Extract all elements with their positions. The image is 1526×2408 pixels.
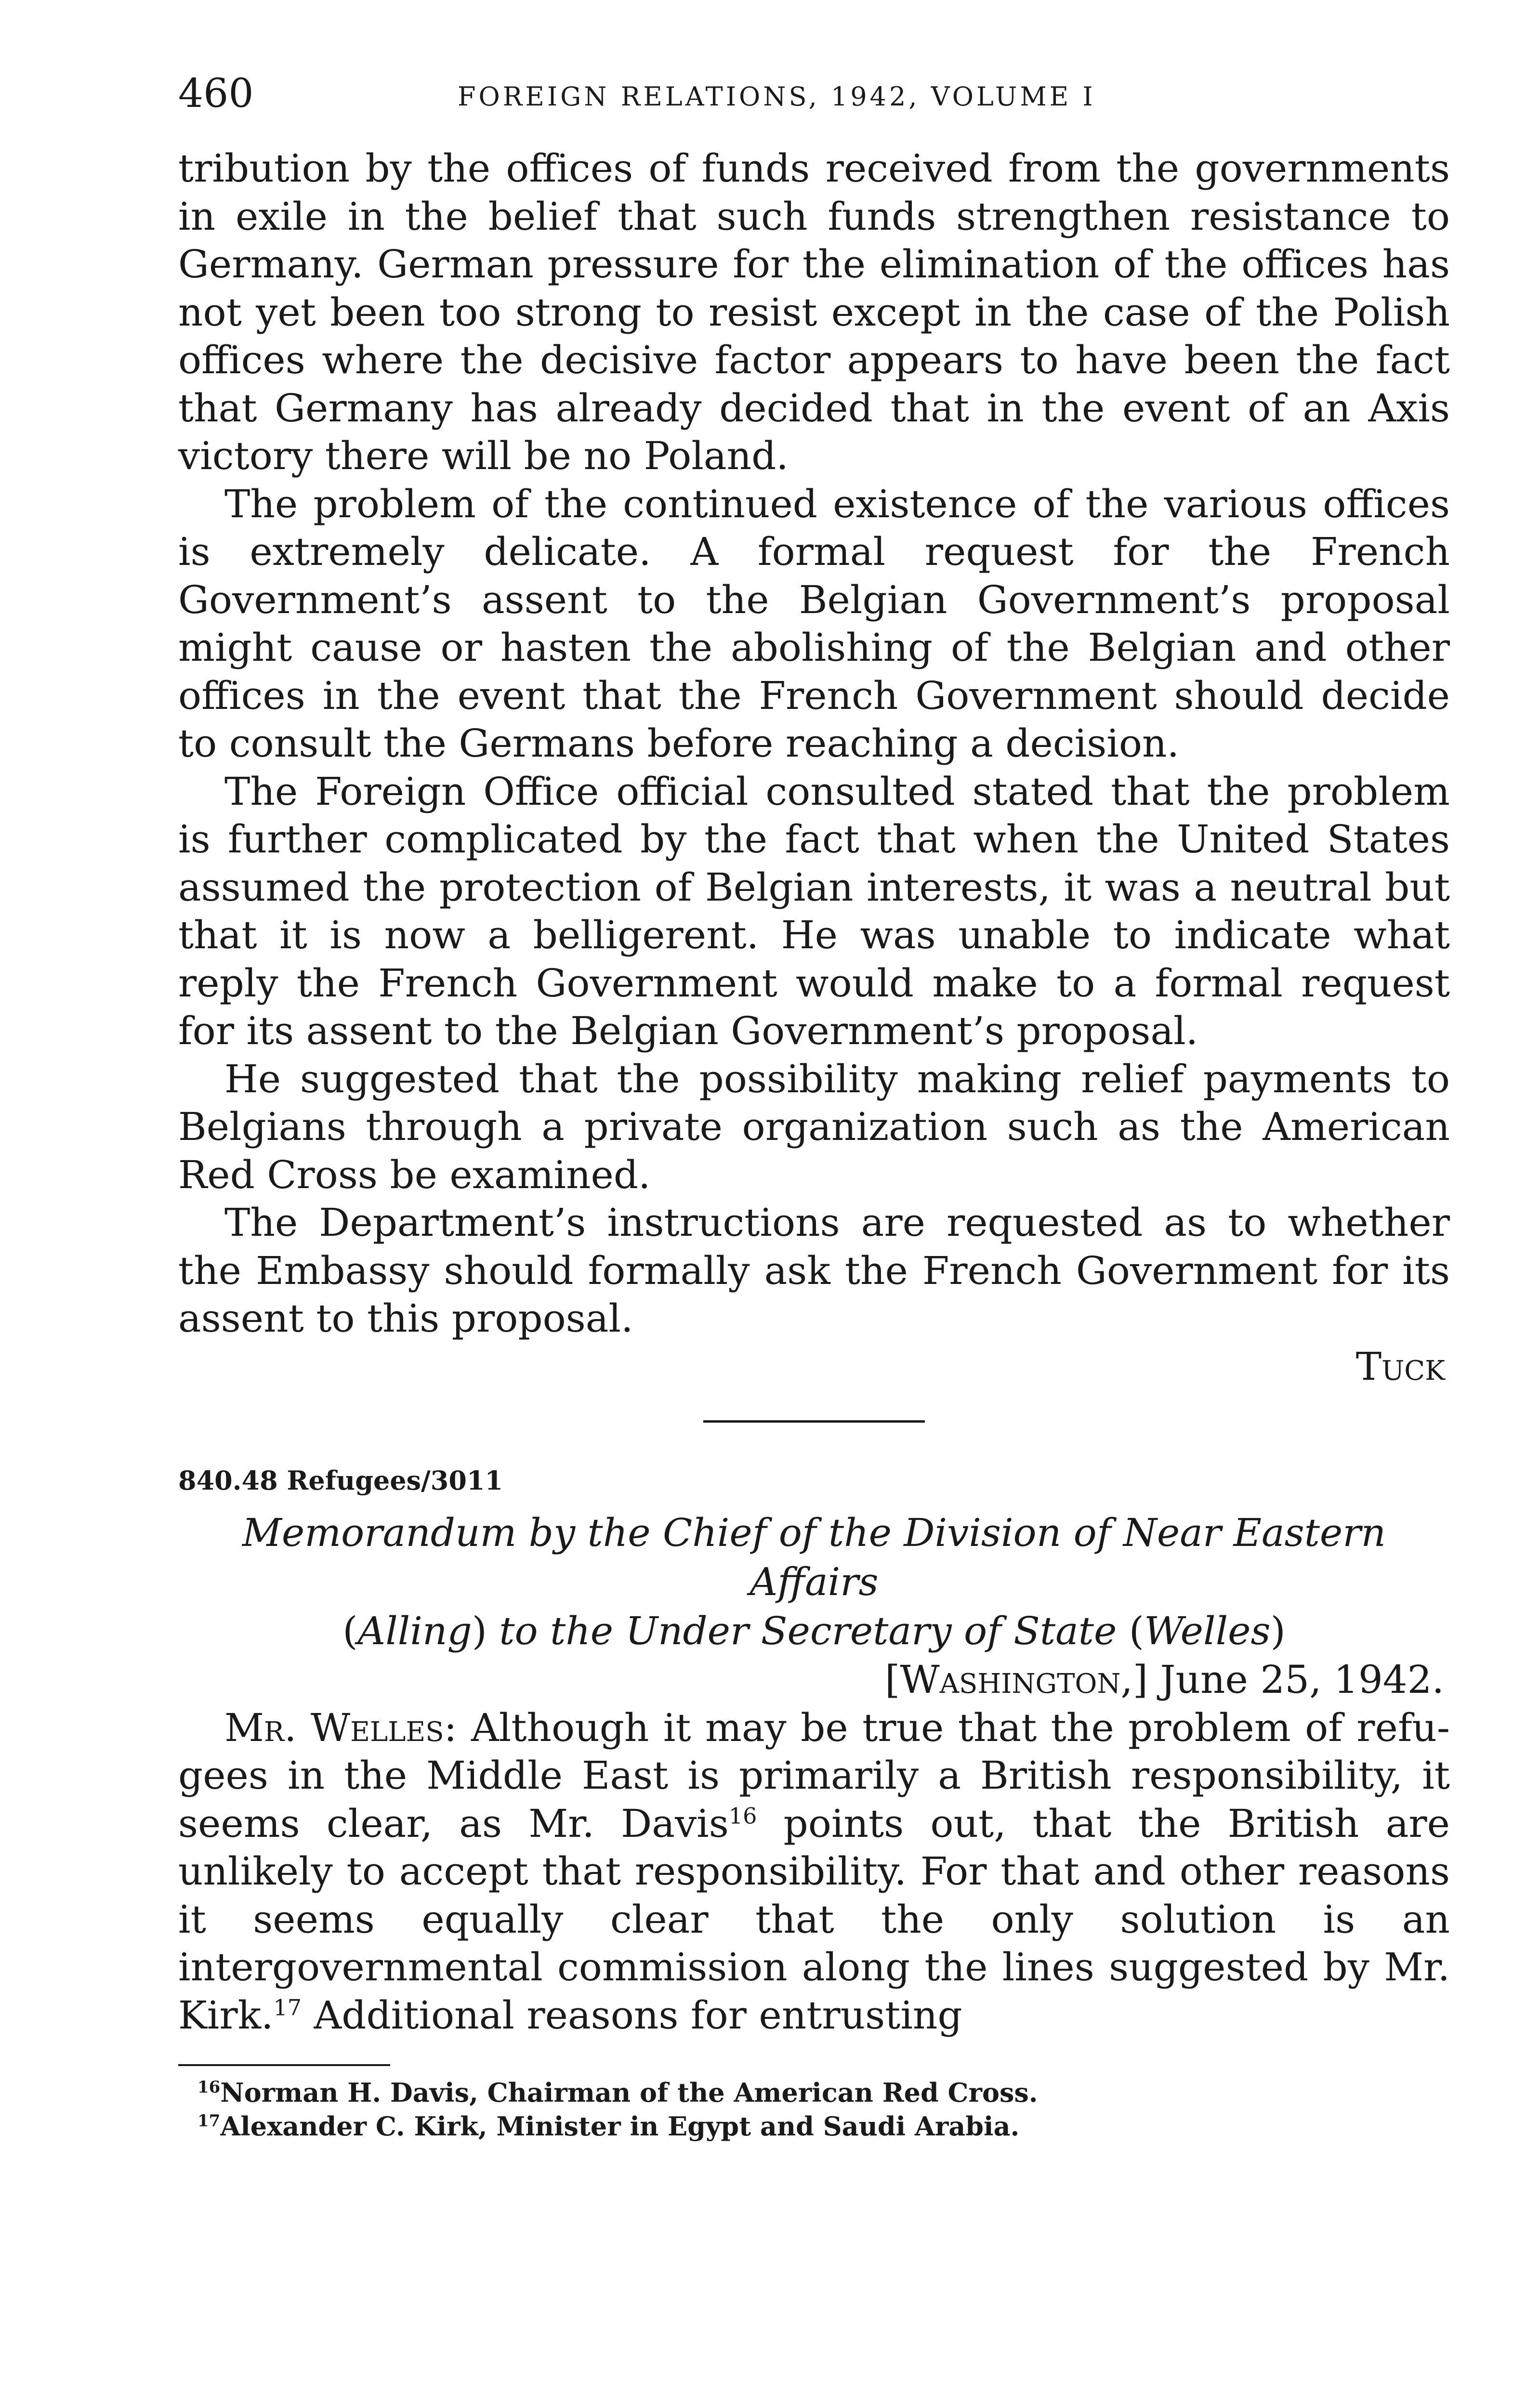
paren: ( bbox=[342, 1609, 358, 1653]
footnote-text: Alexander C. Kirk, Minister in Egypt and Saudi Arabia. bbox=[220, 2111, 1020, 2142]
salutation-colon: : bbox=[444, 1705, 471, 1750]
dateline-date: ,] June 25, 1942. bbox=[1120, 1657, 1444, 1702]
paragraph-text: Although it may be true that the problem of refugees in the Middle East is primarily a British responsibility, it seems clear, as Mr. Davis bbox=[178, 1705, 1450, 1846]
footnote-mark: 16 bbox=[197, 2078, 221, 2097]
footnote-text: Norman H. Davis, Chairman of the American Red Cross. bbox=[220, 2077, 1038, 2108]
author-name: Alling bbox=[357, 1609, 472, 1653]
salutation: Mr. Welles bbox=[224, 1705, 444, 1750]
memo-title bbox=[178, 1508, 1450, 1656]
memo-title-line1: Memorandum by the Chief of the Division of Near Eastern Affairs bbox=[242, 1510, 1386, 1604]
dateline-place: Washington bbox=[900, 1657, 1121, 1702]
body-text bbox=[178, 144, 1450, 2143]
paragraph: tribution by the offices of funds received from the governments in exile in the belief that such funds strengthen resistance to Germany. German pressure for the elimination of the offices has not yet been too strong to resist except in the case of the Polish offices where the decisive factor appears to have been the fact that Germany has already decided that in the event of an Axis victory there will be no Poland. bbox=[178, 146, 1450, 478]
dateline-bracket: [ bbox=[885, 1657, 900, 1702]
memo-title-line2 bbox=[178, 1607, 1450, 1656]
paragraph: The Foreign Office official consulted stated that the problem is further complicated by the fact that when the United States assumed the protection of Belgian interests, it was a neutral but that it is now a belligerent. He was unable to indicate what reply the French Government would make to a formal request for its assent to the Belgian Government’s proposal. bbox=[178, 769, 1450, 1053]
recipient-name: Welles bbox=[1144, 1609, 1271, 1653]
footnote-ref: 16 bbox=[728, 1802, 757, 1829]
footnote-rule bbox=[178, 2064, 390, 2066]
document-number: 840.48 Refugees/3011 bbox=[178, 1465, 503, 1496]
footnote bbox=[178, 2076, 1450, 2109]
section-divider bbox=[703, 1420, 925, 1423]
signature: Tuck bbox=[1355, 1344, 1445, 1389]
memo-title-recipient: to the Under Secretary of State bbox=[487, 1609, 1129, 1653]
running-head bbox=[178, 67, 1450, 120]
footnote-mark: 17 bbox=[197, 2111, 221, 2131]
footnote-ref: 17 bbox=[273, 1994, 302, 2020]
paragraph: He suggested that the possibility making relief payments to Belgians through a private organization such as the American Red Cross be examined. bbox=[178, 1056, 1450, 1197]
paren: ) bbox=[472, 1609, 487, 1653]
paragraph: The problem of the continued existence of the various offices is extremely delicate. A formal request for the French Government’s assent to the Belgian Government’s proposal might cause or hasten the abolishing of the Belgian and other offices in the event that the French Government should decide to consult the Germans before reaching a decision. bbox=[178, 481, 1450, 766]
paren: ( bbox=[1129, 1609, 1144, 1653]
paragraph-text: points out, that the British are unlikely to accept that responsibility. For that and other reasons it seems equally clear that the only solution is an intergovernmental commission along the lines suggested by Mr. Kirk. bbox=[178, 1801, 1450, 2038]
paragraph-text: Additional reasons for entrusting bbox=[302, 1992, 962, 2038]
paragraph: The Department’s instructions are requested as to whether the Embassy should formally ask the French Government for its assent to this proposal. bbox=[178, 1200, 1450, 1341]
dateline bbox=[178, 1656, 1450, 1704]
running-title: FOREIGN RELATIONS, 1942, VOLUME I bbox=[458, 81, 1096, 112]
paragraph bbox=[178, 1704, 1450, 2040]
paren: ) bbox=[1270, 1609, 1286, 1653]
page-number: 460 bbox=[178, 71, 254, 117]
footnote bbox=[178, 2109, 1450, 2143]
